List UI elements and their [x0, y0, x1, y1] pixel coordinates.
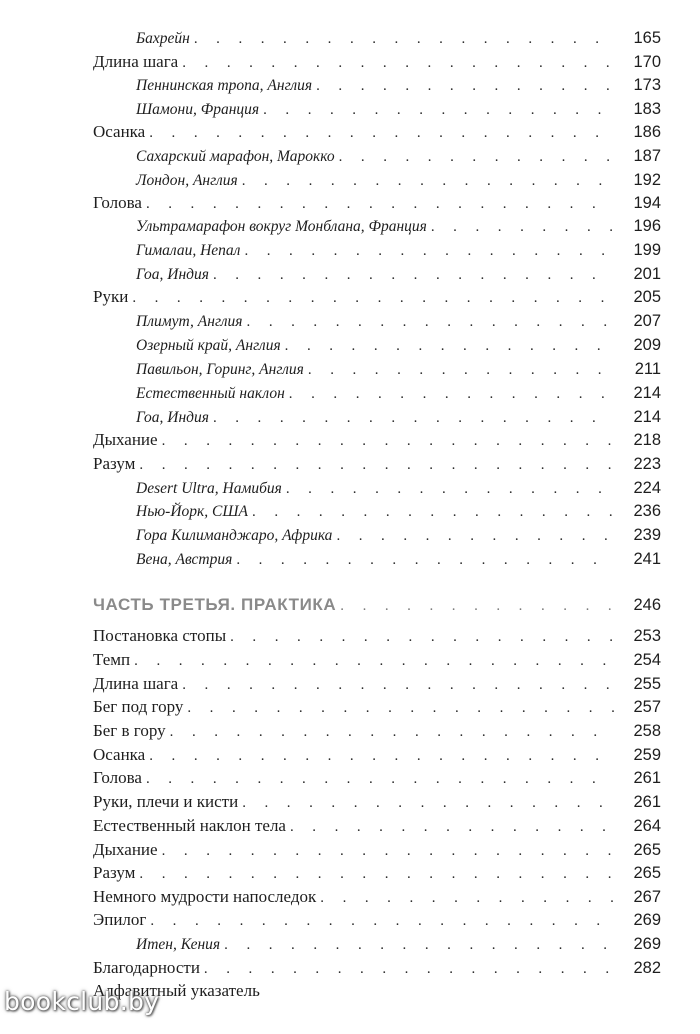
toc-subentry [0, 97, 700, 121]
dot-leader [187, 696, 615, 720]
page-number: 173 [633, 76, 661, 94]
toc-subentry [0, 26, 700, 50]
entry-title: Вена, Австрия [136, 551, 233, 568]
page-number: 241 [633, 550, 661, 568]
toc-subentry [0, 238, 700, 262]
dot-leader [150, 909, 615, 933]
page-number: 194 [633, 194, 661, 212]
dot-leader [139, 862, 615, 886]
dot-leader [224, 933, 615, 957]
page-number: 261 [633, 769, 661, 787]
page-number: 218 [633, 431, 661, 449]
entry-title: Павильон, Горинг, Англия [136, 361, 304, 378]
entry-title: Голова [93, 193, 142, 212]
entry-title: Бег в гору [93, 721, 166, 740]
entry-title: Ультрамарафон вокруг Монблана, Франция [136, 218, 427, 235]
entry-title: Разум [93, 454, 136, 473]
page-number: 236 [633, 502, 661, 520]
dot-leader [290, 815, 615, 839]
dot-leader [132, 286, 615, 310]
dot-leader [242, 791, 615, 815]
entry-title: Естественный наклон тела [93, 816, 286, 835]
dot-leader [242, 169, 615, 193]
page-number: 201 [633, 265, 661, 283]
page-number: 165 [633, 29, 661, 47]
dot-leader [204, 957, 615, 981]
entry-title: Осанка [93, 745, 146, 764]
entry-title: Алфавитный указатель [93, 981, 260, 1000]
dot-leader [316, 74, 615, 98]
dot-leader [230, 625, 615, 649]
toc-entry [0, 285, 700, 309]
dot-leader [339, 145, 615, 169]
page-number: 239 [633, 526, 661, 544]
entry-title: Гималаи, Непал [136, 242, 241, 259]
toc-entry [0, 120, 700, 144]
entry-title: Длина шага [93, 674, 179, 693]
dot-leader [247, 310, 615, 334]
entry-title: Лондон, Англия [136, 172, 238, 189]
dot-leader [289, 382, 615, 406]
toc-subentry [0, 523, 700, 547]
toc-entry [0, 838, 700, 862]
dot-leader [263, 98, 615, 122]
entry-title: Дыхание [93, 430, 158, 449]
toc-entry [0, 624, 700, 648]
page-number: 253 [633, 627, 661, 645]
dot-leader [182, 673, 615, 697]
toc-subentry [0, 405, 700, 429]
entry-title: Темп [93, 650, 131, 669]
dot-leader [340, 594, 615, 618]
page-number: 224 [633, 479, 661, 497]
toc-subentry [0, 381, 700, 405]
toc-entry [0, 648, 700, 672]
page-number: 205 [633, 288, 661, 306]
toc-subentry [0, 499, 700, 523]
dot-leader [336, 524, 615, 548]
entry-title: Нью-Йорк, США [136, 503, 249, 520]
toc-subentry [0, 932, 700, 956]
dot-leader [162, 839, 615, 863]
entry-title: Постановка стопы [93, 626, 227, 645]
toc-subentry [0, 262, 700, 286]
part-heading [0, 593, 700, 617]
entry-title: Руки [93, 287, 129, 306]
page-number: 269 [633, 935, 661, 953]
page-number: 258 [633, 722, 661, 740]
toc-entry [0, 790, 700, 814]
page-number: 209 [633, 336, 661, 354]
entry-title: ЧАСТЬ ТРЕТЬЯ. ПРАКТИКА [93, 595, 337, 614]
page-number: 269 [633, 911, 661, 929]
page-number: 246 [633, 596, 661, 614]
toc-subentry [0, 476, 700, 500]
toc-entry [0, 719, 700, 743]
entry-title: Desert Ultra, Намибия [136, 480, 282, 497]
dot-leader [286, 477, 615, 501]
dot-leader [244, 239, 615, 263]
watermark: bookclub.by [4, 987, 160, 1016]
page-number: 267 [633, 888, 661, 906]
page-number: 223 [633, 455, 661, 473]
entry-title: Гоа, Индия [136, 409, 209, 426]
page-number: 264 [633, 817, 661, 835]
toc-subentry [0, 357, 700, 381]
dot-leader [252, 500, 615, 524]
page-number: 282 [633, 959, 661, 977]
entry-title: Благодарности [93, 958, 200, 977]
dot-leader [170, 720, 615, 744]
entry-title: Гоа, Индия [136, 266, 209, 283]
page-number: 207 [633, 312, 661, 330]
entry-title: Плимут, Англия [136, 313, 243, 330]
entry-title: Естественный наклон [136, 385, 285, 402]
dot-leader [134, 649, 615, 673]
entry-title: Руки, плечи и кисти [93, 792, 239, 811]
toc-entry [0, 452, 700, 476]
entry-title: Пеннинская тропа, Англия [136, 77, 313, 94]
toc-entry [0, 766, 700, 790]
dot-leader [149, 744, 615, 768]
entry-title: Немного мудрости напоследок [93, 887, 317, 906]
toc-entry [0, 956, 700, 980]
dot-leader [139, 453, 615, 477]
page-number: 254 [633, 651, 661, 669]
toc-subentry [0, 309, 700, 333]
toc-entry [0, 743, 700, 767]
toc-entry [0, 428, 700, 452]
dot-leader [149, 121, 615, 145]
page-number: 199 [633, 241, 661, 259]
entry-title: Длина шага [93, 52, 179, 71]
page-number: 214 [633, 384, 661, 402]
toc-subentry [0, 144, 700, 168]
entry-title: Гора Килиманджаро, Африка [136, 527, 333, 544]
dot-leader [285, 334, 615, 358]
entry-title: Бахрейн [136, 30, 190, 47]
toc-entry [0, 861, 700, 885]
dot-leader [146, 192, 615, 216]
dot-leader [146, 767, 615, 791]
dot-leader [182, 51, 615, 75]
entry-title: Итен, Кения [136, 936, 221, 953]
entry-title: Дыхание [93, 840, 158, 859]
page-number: 255 [633, 675, 661, 693]
page-number: 257 [633, 698, 661, 716]
toc-subentry [0, 73, 700, 97]
entry-title: Эпилог [93, 910, 147, 929]
entry-title: Шамони, Франция [136, 101, 260, 118]
entry-title: Разум [93, 863, 136, 882]
dot-leader [194, 27, 615, 51]
dot-leader [236, 548, 615, 572]
toc-entry [0, 885, 700, 909]
page-number: 170 [633, 53, 661, 71]
entry-title: Озерный край, Англия [136, 337, 281, 354]
page-number: 259 [633, 746, 661, 764]
dot-leader [320, 886, 615, 910]
toc-entry [0, 672, 700, 696]
entry-title: Сахарский марафон, Марокко [136, 148, 335, 165]
dot-leader [213, 263, 615, 287]
toc-entry [0, 695, 700, 719]
toc-entry [0, 908, 700, 932]
page-number: 196 [633, 217, 661, 235]
page-number: 183 [633, 100, 661, 118]
page-number: 186 [633, 123, 661, 141]
page-number: 192 [633, 171, 661, 189]
toc-entry [0, 191, 700, 215]
entry-title: Осанка [93, 122, 146, 141]
page-number: 261 [633, 793, 661, 811]
page-number: 211 [634, 360, 661, 378]
toc-subentry [0, 214, 700, 238]
toc-subentry [0, 333, 700, 357]
entry-title: Бег под гору [93, 697, 184, 716]
page-number: 214 [633, 408, 661, 426]
page-number: 265 [633, 841, 661, 859]
toc-entry [0, 50, 700, 74]
dot-leader [431, 215, 615, 239]
entry-title: Голова [93, 768, 142, 787]
toc-subentry [0, 168, 700, 192]
page-number: 265 [633, 864, 661, 882]
toc-subentry [0, 547, 700, 571]
dot-leader [308, 358, 615, 382]
dot-leader [162, 429, 615, 453]
dot-leader [213, 406, 615, 430]
toc-entry [0, 814, 700, 838]
page-number: 187 [633, 147, 661, 165]
